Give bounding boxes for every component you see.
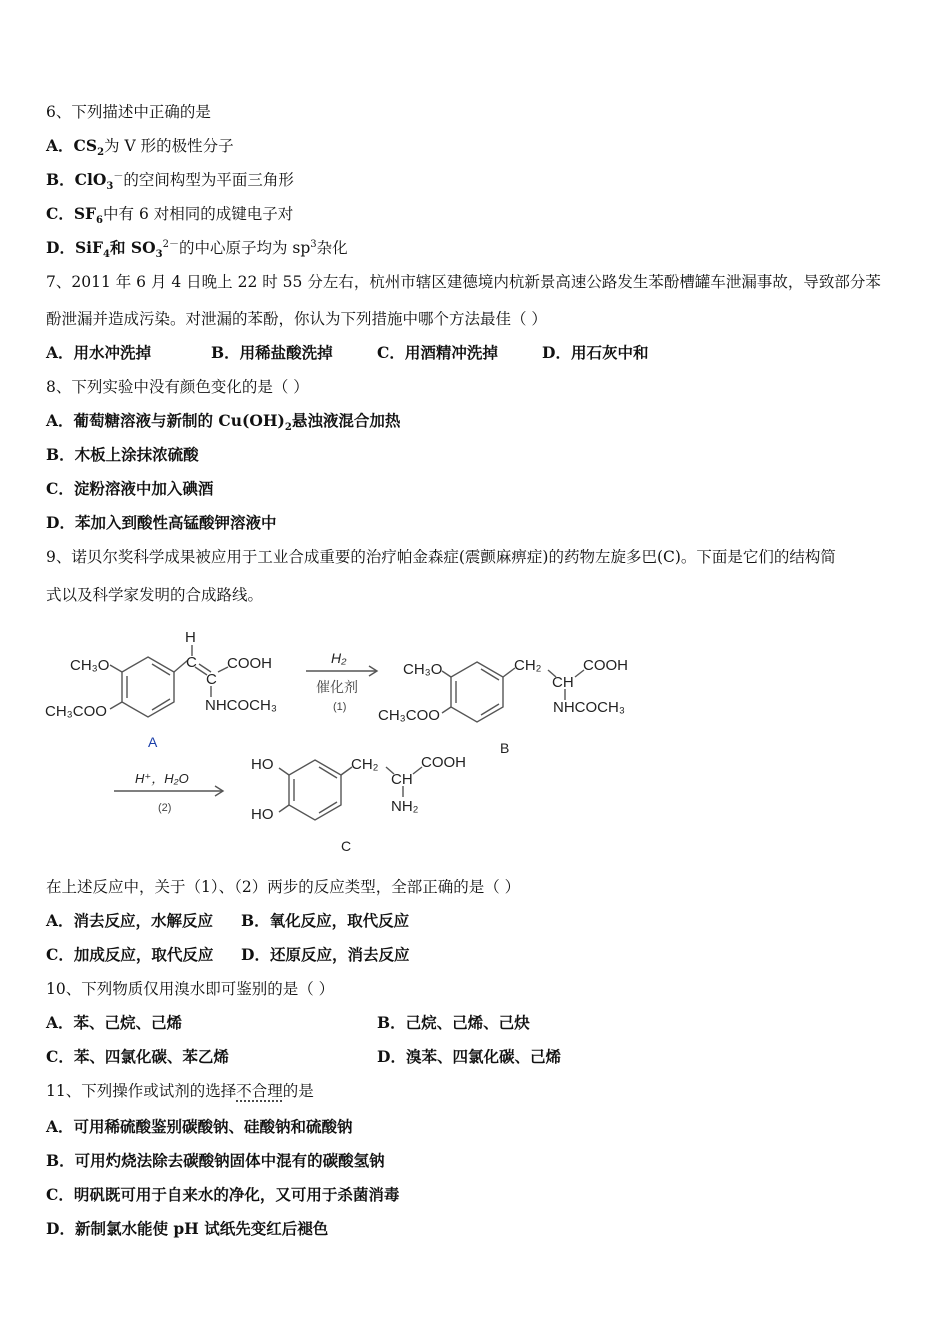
q6-stem: 6、下列描述中正确的是 (46, 103, 211, 121)
label-h: H (185, 629, 196, 646)
c-nh2: NH₂ (391, 798, 419, 815)
b-ch3coo: CH₃COO (378, 707, 440, 724)
a-ch3o: CH₃O (70, 657, 110, 674)
q8-option-a: A．葡萄糖溶液与新制的 $Cu(OH)_2$悬浊液混合加热 (46, 411, 401, 434)
step2-reagent: H⁺，H₂O (135, 771, 189, 786)
q7-option-b: B．用稀盐酸洗掉 (211, 343, 333, 362)
a-nhcoch3: NHCOCH₃ (205, 697, 277, 714)
b-ch3o: CH₃O (403, 661, 443, 678)
q7-option-c: C．用酒精冲洗掉 (377, 343, 498, 362)
q9-option-a: A．消去反应，水解反应 (46, 911, 214, 930)
b-cooh: COOH (583, 657, 628, 674)
a-cooh: COOH (227, 655, 272, 672)
q10-option-d: D．溴苯、四氯化碳、己烯 (377, 1047, 561, 1066)
c-ch: CH (391, 771, 413, 788)
step1-catalyst: 催化剂 (316, 679, 358, 695)
q11-option-d: D．新制氯水能使 pH 试纸先变红后褪色 (46, 1219, 329, 1238)
q8-option-d: D．苯加入到酸性高锰酸钾溶液中 (46, 513, 277, 532)
compound-label-b: B (500, 740, 510, 756)
q10-option-b: B．己烷、己烯、己炔 (377, 1013, 530, 1032)
q6-option-d: D．SiF$_4$和 $SO_3^{2-}$的中心原子均为 $sp^3$杂化 (46, 238, 348, 261)
q10-stem: 10、下列物质仅用溴水即可鉴别的是（ ） (46, 980, 335, 998)
q9-stem-line1: 9、诺贝尔奖科学成果被应用于工业合成重要的治疗帕金森症(震颤麻痹症)的药物左旋多巴(C)。下面是它们的结构简 (46, 548, 836, 566)
q8-option-b: B．木板上涂抹浓硫酸 (46, 445, 199, 464)
b-nhcoch3: NHCOCH₃ (553, 699, 625, 716)
q9-option-b: B．氧化反应，取代反应 (241, 911, 410, 930)
c-ho-top: HO (251, 756, 274, 773)
q11-option-c: C．明矾既可用于自来水的净化，又可用于杀菌消毒 (46, 1185, 400, 1204)
c-ho-bottom: HO (251, 806, 274, 823)
step2-number: (2) (158, 802, 172, 814)
q8-option-c: C．淀粉溶液中加入碘酒 (46, 479, 214, 498)
step1-number: (1) (333, 701, 347, 713)
q11-emphasis: 不合理 (236, 1082, 283, 1100)
q11-option-b: B．可用灼烧法除去碳酸钠固体中混有的碳酸氢钠 (46, 1151, 385, 1170)
a-alkene-c1: C (186, 654, 197, 671)
q8-stem: 8、下列实验中没有颜色变化的是（ ） (46, 378, 309, 396)
q11-stem: 11、下列操作或试剂的选择不合理的是 (46, 1082, 314, 1100)
q6-option-c: C．$SF_6$中有 6 对相同的成键电子对 (46, 204, 294, 227)
b-ch2: CH₂ (514, 657, 542, 674)
q7-stem-line2: 酚泄漏并造成污染。对泄漏的苯酚，你认为下列措施中哪个方法最佳（ ） (46, 310, 547, 328)
compound-label-a: A (148, 734, 158, 750)
q9-question: 在上述反应中，关于（1）、（2）两步的反应类型，全部正确的是（ ） (46, 878, 521, 896)
q9-option-d: D．还原反应，消去反应 (241, 945, 410, 964)
c-ch2: CH₂ (351, 756, 379, 773)
b-ch: CH (552, 674, 574, 691)
q6-option-b: B．ClO$_3$－的空间构型为平面三角形 (46, 170, 294, 193)
a-alkene-c2: C (206, 671, 217, 688)
q6-option-a: A．$CS_2$为 V 形的极性分子 (46, 136, 234, 159)
q11-option-a: A．可用稀硫酸鉴别碳酸钠、硅酸钠和硫酸钠 (46, 1117, 353, 1136)
c-cooh: COOH (421, 754, 466, 771)
q9-option-c: C．加成反应，取代反应 (46, 945, 214, 964)
q7-stem-line1: 7、2011 年 6 月 4 日晚上 22 时 55 分左右，杭州市辖区建德境内杭新景高速公路发生苯酚槽罐车泄漏事故，导致部分苯 (46, 273, 881, 291)
q10-option-c: C．苯、四氯化碳、苯乙烯 (46, 1047, 229, 1066)
q9-stem-line2: 式以及科学家发明的合成路线。 (46, 586, 264, 604)
step1-reagent: H₂ (331, 650, 347, 666)
q10-option-a: A．苯、己烷、己烯 (46, 1013, 183, 1032)
q7-option-a: A．用水冲洗掉 (46, 343, 152, 362)
a-ch3coo: CH₃COO (45, 703, 107, 720)
compound-label-c: C (341, 838, 352, 854)
q7-option-d: D．用石灰中和 (542, 343, 649, 362)
